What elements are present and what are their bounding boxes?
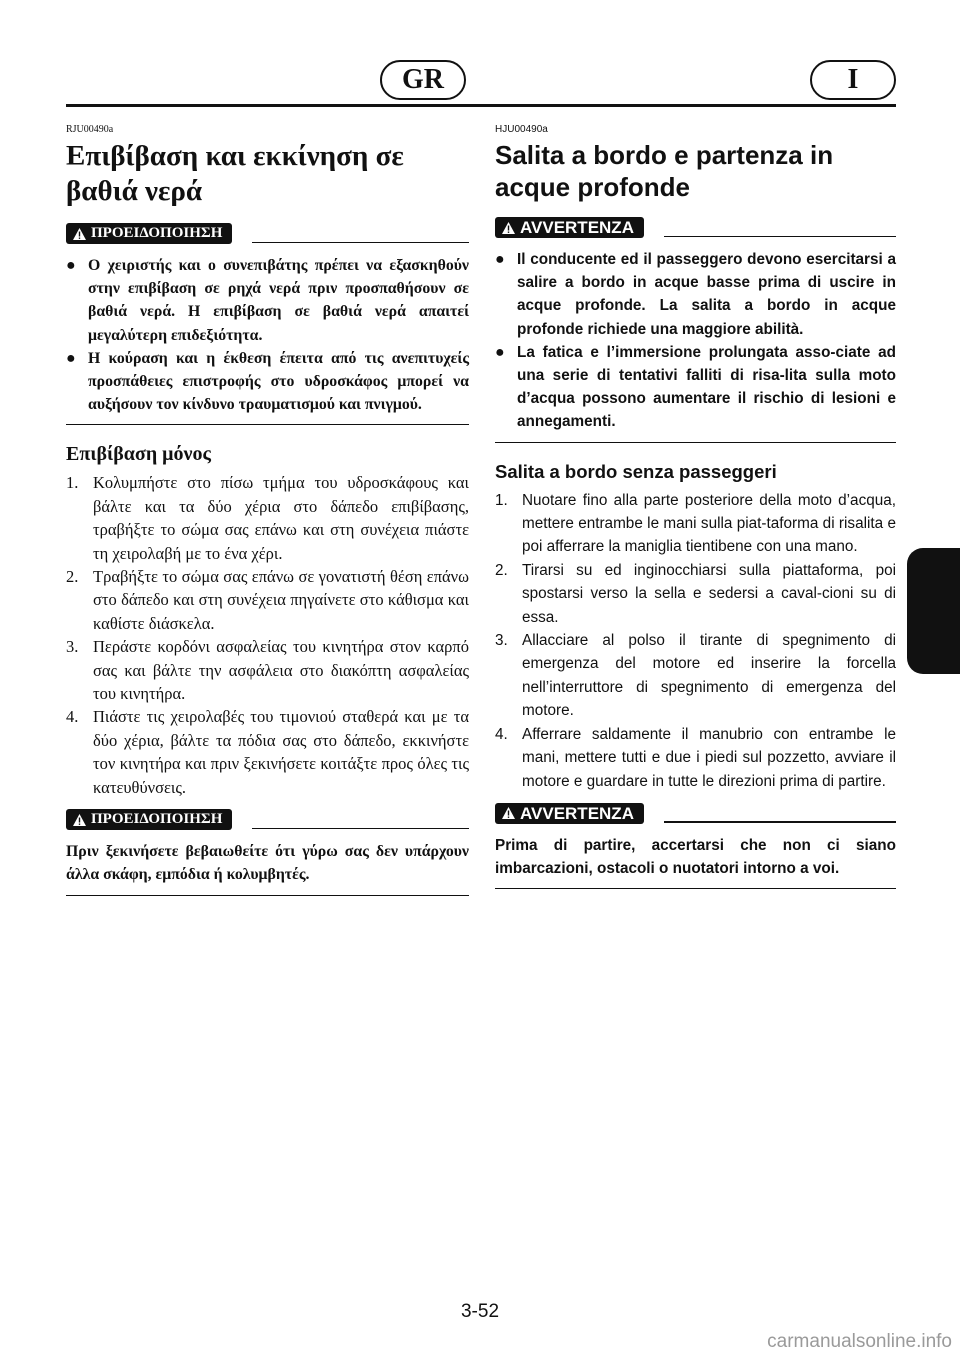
warning-label: [495, 803, 644, 824]
warning-bullet: [495, 341, 896, 434]
italian-column: [495, 124, 896, 889]
warning-box: [66, 244, 469, 425]
warning-header: [495, 803, 896, 824]
step-item: [495, 723, 896, 793]
step-number: 1.: [66, 473, 79, 493]
section-code: RJU00490a: [66, 124, 114, 135]
warning-header: [495, 217, 896, 238]
bullet-icon: ●: [66, 349, 76, 367]
warning-triangle-icon: [72, 813, 87, 827]
step-item: [66, 635, 469, 705]
step-item: [66, 705, 469, 799]
bullet-icon: ●: [495, 343, 505, 361]
step-number: 1.: [495, 491, 508, 509]
warning-label: [66, 809, 232, 830]
bullet-icon: ●: [495, 251, 505, 268]
warning-label: [495, 217, 644, 238]
header-rule: [66, 104, 896, 107]
warning-bullet: [66, 254, 469, 347]
warning-label-text: ΠΡΟΕΙΔΟΠΟΙΗΣΗ: [91, 811, 223, 828]
step-item: [495, 559, 896, 629]
warning-rule: [252, 828, 469, 830]
page-number: 3-52: [460, 1301, 500, 1322]
section-code: HJU00490a: [495, 124, 548, 135]
watermark: carmanualsonline.info: [767, 1331, 952, 1352]
section-title: Επιβίβαση και εκκίνηση σε βαθιά νερά: [66, 140, 404, 207]
warning-label-text: AVVERTENZA: [520, 803, 634, 823]
warning-triangle-icon: [72, 227, 87, 241]
step-text: Τραβήξτε το σώμα σας επάνω σε γονατιστή θέση επάνω στο δάπεδο και στη συνέχεια πηγαίνετε στο κάθισμα και καθίστε διάσκελα.: [93, 567, 469, 633]
language-tab-gr: GR: [380, 60, 466, 100]
warning-header: [66, 223, 469, 244]
step-text: Afferrare saldamente il manubrio con entrambe le mani, mettere tutti e due i piedi sul pozzetto, avviare il motore e guardare in tutte le direzioni prima di partire.: [522, 725, 896, 790]
step-text: Πιάστε τις χειρολαβές του τιμονιού σταθερά και με τα δύο χέρια, βάλτε τα πόδια σας στο δάπεδο, εκκινήστε τον κινητήρα και πριν ξεκινήσετε κοιτάξτε προς όλες τις κατευθύνσεις.: [93, 707, 469, 797]
section-side-tab: [907, 548, 960, 674]
language-tab-i: I: [810, 60, 896, 100]
greek-column: [66, 124, 469, 896]
step-text: Tirarsi su ed inginocchiarsi sulla piattaforma, poi spostarsi verso la sella e sedersi a caval-cioni su di essa.: [522, 561, 896, 626]
step-text: Περάστε κορδόνι ασφαλείας του κινητήρα στον καρπό σας και βάλτε την ασφάλεια στο διακόπτη ασφαλείας του κινητήρα.: [93, 637, 469, 704]
step-number: 4.: [66, 707, 79, 727]
steps-list: [495, 489, 896, 793]
step-number: 2.: [495, 561, 508, 579]
warning-text: Prima di partire, accertarsi che non ci siano imbarcazioni, ostacoli o nuotatori intorno a voi.: [495, 836, 896, 878]
warning-bullet: [495, 248, 896, 341]
section-title: Salita a bordo e partenza in acque profonde: [495, 140, 834, 202]
warning-label: [66, 223, 232, 244]
warning-triangle-icon: [501, 221, 516, 235]
step-item: [66, 471, 469, 565]
warning-rule: [252, 242, 469, 244]
step-text: Κολυμπήστε στο πίσω τμήμα του υδροσκάφους και βάλτε και τα δύο χέρια στο δάπεδο επιβίβασης, τραβήξτε το σώμα σας επάνω και στη συνέχεια πιάστε τη χειρολαβή με το ένα χέρι.: [93, 473, 469, 563]
warning-box: [66, 830, 469, 895]
warning-bullet-text: La fatica e l’immersione prolungata asso-ciate ad una serie di tentativi falliti di risa-lita sulla moto d’acqua possono aumentare il rischio di lesioni e annegamenti.: [517, 343, 896, 431]
warning-text: Πριν ξεκινήσετε βεβαιωθείτε ότι γύρω σας δεν υπάρχουν άλλα σκάφη, εμπόδια ή κολυμβητές.: [66, 843, 469, 884]
warning-bullet-text: Il conducente ed il passeggero devono esercitarsi a salire a bordo in acque basse prima di uscire in acque profonde. La salita a bordo in acque profonde richiede una maggiore abilità.: [517, 251, 896, 338]
bullet-icon: ●: [66, 257, 76, 274]
warning-box: [495, 238, 896, 443]
step-text: Nuotare fino alla parte posteriore della moto d’acqua, mettere entrambe le mani sulla piat-taforma di risalita e poi afferrare la maniglia tientibene con una mano.: [522, 491, 896, 556]
warning-bullet: [66, 347, 469, 417]
warning-bullet-text: Η κούραση και η έκθεση έπειτα από τις ανεπιτυχείς προσπάθειες επιστροφής στο υδροσκάφος μπορεί να αυξήσουν τον κίνδυνο τραυματισμού και πνιγμού.: [88, 349, 469, 414]
step-text: Allacciare al polso il tirante di spegnimento di emergenza del motore ed inserire la forcella nell’interruttore di spegnimento di emergenza del motore.: [522, 632, 896, 720]
step-number: 3.: [66, 637, 79, 657]
warning-header: [66, 809, 469, 830]
subsection-title: Επιβίβαση μόνος: [66, 443, 211, 466]
step-number: 3.: [495, 632, 508, 650]
warning-rule: [664, 821, 896, 823]
step-number: 2.: [66, 567, 79, 587]
step-item: [495, 629, 896, 723]
step-number: 4.: [495, 725, 508, 743]
steps-list: [66, 471, 469, 799]
step-item: [495, 489, 896, 559]
warning-rule: [664, 236, 896, 238]
warning-label-text: AVVERTENZA: [520, 218, 634, 237]
warning-box: [495, 824, 896, 889]
subsection-title: Salita a bordo senza passeggeri: [495, 460, 777, 482]
step-item: [66, 565, 469, 635]
warning-label-text: ΠΡΟΕΙΔΟΠΟΙΗΣΗ: [91, 225, 223, 241]
warning-triangle-icon: [501, 806, 516, 820]
warning-bullet-text: Ο χειριστής και ο συνεπιβάτης πρέπει να εξασκηθούν στην επιβίβαση σε ρηχά νερά πριν προσπαθήσουν σε βαθιά νερά. Η επιβίβαση σε βαθιά νερά απαιτεί μεγαλύτερη επιδεξιότητα.: [88, 257, 469, 344]
